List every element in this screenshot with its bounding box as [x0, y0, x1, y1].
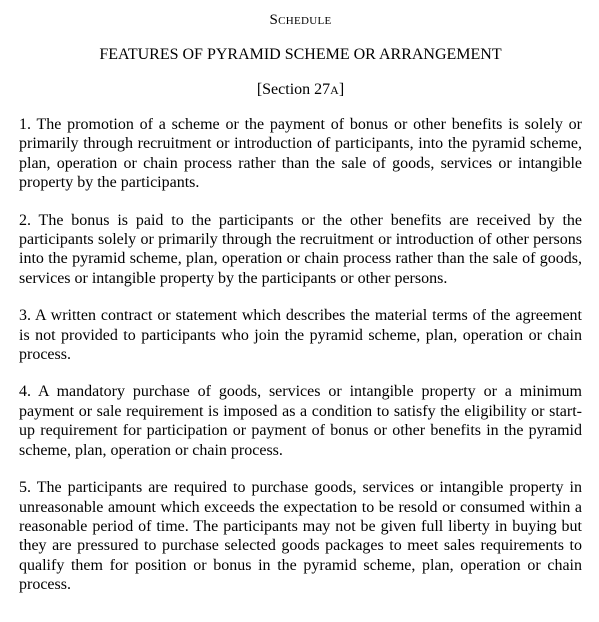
- section-reference-open: [Section 27: [256, 81, 331, 98]
- clause-4: 4. A mandatory purchase of goods, services or intangible property or a minimum payment or sale requirement is imposed as a condition to satisfy the eligibility or start-up requirement for participation or payment of bonus or other benefits in the pyramid scheme, plan, operation or chain process.: [19, 383, 582, 459]
- schedule-label: Schedule: [269, 12, 332, 28]
- clause-3: 3. A written contract or statement which describes the material terms of the agreement is not provided to participants who join the pyramid scheme, plan, operation or chain process.: [19, 307, 582, 364]
- clause-1: 1. The promotion of a scheme or the payment of bonus or other benefits is solely or primarily through recruitment or introduction of participants, into the pyramid scheme, plan, operation or chain process rather than the sale of goods, services or intangible property by the participants.: [19, 116, 582, 192]
- clause-5: 5. The participants are required to purchase goods, services or intangible property in unreasonable amount which exceeds the expectation to be resold or consumed within a reasonable period of time. The participants may not be given full liberty in buying but they are pressured to purchase selected goods packages to meet sales requirements to qualify them for position or bonus in the pyramid scheme, plan, operation or chain process.: [19, 479, 582, 594]
- document-heading: FEATURES OF PYRAMID SCHEME OR ARRANGEMENT: [99, 46, 502, 63]
- section-reference: [19, 76, 582, 115]
- section-reference-close: ]: [338, 81, 345, 98]
- clause-list: [19, 115, 582, 595]
- section-reference-suffix: A: [330, 83, 339, 97]
- clause-2: 2. The bonus is paid to the participants or the other benefits are received by the participants solely or primarily through the recruitment or introduction of other persons into the pyramid scheme, plan, operation or chain process rather than the sale of goods, services or intangible property by the participants or other persons.: [19, 211, 582, 287]
